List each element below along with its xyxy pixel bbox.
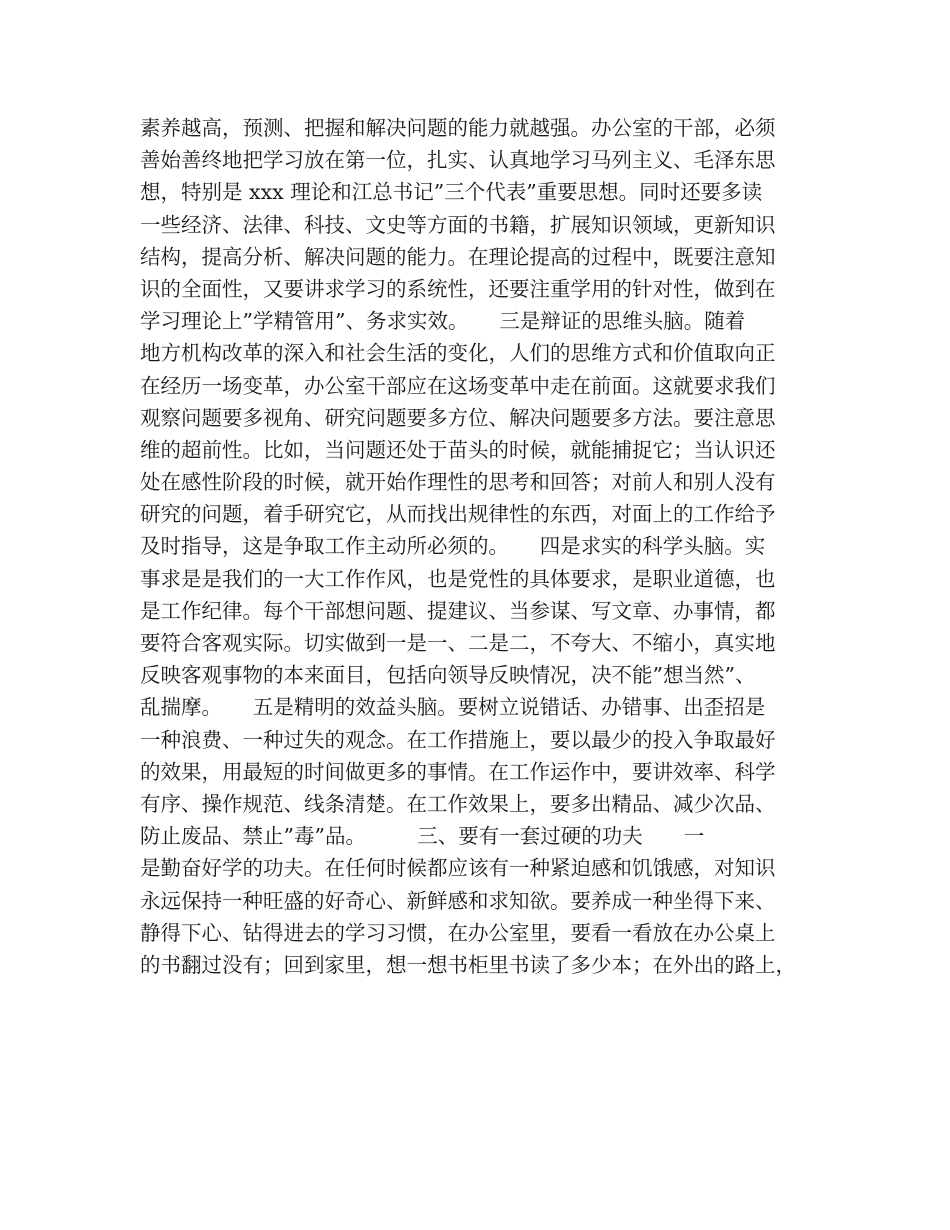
text-line: 在经历一场变革，办公室干部应在这场变革中走在前面。这就要求我们 xyxy=(140,373,776,398)
text-line: 维的超前性。比如，当问题还处于苗头的时候，就能捕捉它；当认识还 xyxy=(140,437,776,462)
text-line: 观察问题要多视角、研究问题要多方位、解决问题要多方法。要注意思 xyxy=(140,405,776,430)
text-line: 乱揣摩。 五是精明的效益头脑。要树立说错话、办错事、出歪招是 xyxy=(140,695,766,720)
text-line: 的书翻过没有；回到家里，想一想书柜里书读了多少本；在外出的路上， xyxy=(140,952,796,977)
text-line: 素养越高，预测、把握和解决问题的能力就越强。办公室的干部，必须 xyxy=(140,116,776,140)
text-line: 反映客观事物的本来面目，包括向领导反映情况，决不能”想当然”、 xyxy=(140,663,756,688)
text-line: 的效果，用最短的时间做更多的事情。在工作运作中，要讲效率、科学 xyxy=(140,759,776,784)
text-line: 地方机构改革的深入和社会生活的变化，人们的思维方式和价值取向正 xyxy=(140,341,776,366)
text-line: 研究的问题，着手研究它，从而找出规律性的东西，对面上的工作给予 xyxy=(140,502,776,527)
text-line: 要符合客观实际。切实做到一是一、二是二，不夸大、不缩小，真实地 xyxy=(140,631,776,655)
body-text xyxy=(140,112,830,981)
text-line: 永远保持一种旺盛的好奇心、新鲜感和求知欲。要养成一种坐得下来、 xyxy=(140,888,776,913)
text-line: 学习理论上”学精管用”、务求实效。 三是辩证的思维头脑。随着 xyxy=(140,309,746,334)
text-line: 识的全面性，又要讲求学习的系统性，还要注重学用的针对性，做到在 xyxy=(140,276,776,301)
text-line: 善始善终地把学习放在第一位，扎实、认真地学习马列主义、毛泽东思 xyxy=(140,148,776,173)
text-line: 是勤奋好学的功夫。在任何时候都应该有一种紧迫感和饥饿感，对知识 xyxy=(140,856,776,881)
text-line: 静得下心、钻得进去的学习习惯，在办公室里，要看一看放在办公桌上 xyxy=(140,920,776,945)
text-line: 处在感性阶段的时候，就开始作理性的思考和回答；对前人和别人没有 xyxy=(140,470,776,495)
text-line: 结构，提高分析、解决问题的能力。在理论提高的过程中，既要注意知 xyxy=(140,244,776,269)
text-line: 及时指导，这是争取工作主动所必须的。 四是求实的科学头脑。实 xyxy=(140,534,766,559)
text-line: 有序、操作规范、线条清楚。在工作效果上，要多出精品、减少次品、 xyxy=(140,791,776,816)
text-line: 防止废品、禁止”毒”品。 三、要有一套过硬的功夫 一 xyxy=(140,824,705,849)
text-line: 一种浪费、一种过失的观念。在工作措施上，要以最少的投入争取最好 xyxy=(140,727,776,752)
text-line: 一些经济、法律、科技、文史等方面的书籍，扩展知识领域，更新知识 xyxy=(140,212,776,237)
text-line: 事求是是我们的一大工作作风，也是党性的具体要求，是职业道德，也 xyxy=(140,566,776,591)
text-line: 是工作纪律。每个干部想问题、提建议、当参谋、写文章、办事情，都 xyxy=(140,598,776,623)
text-line: 想，特别是 xxx 理论和江总书记”三个代表”重要思想。同时还要多读 xyxy=(140,180,763,205)
